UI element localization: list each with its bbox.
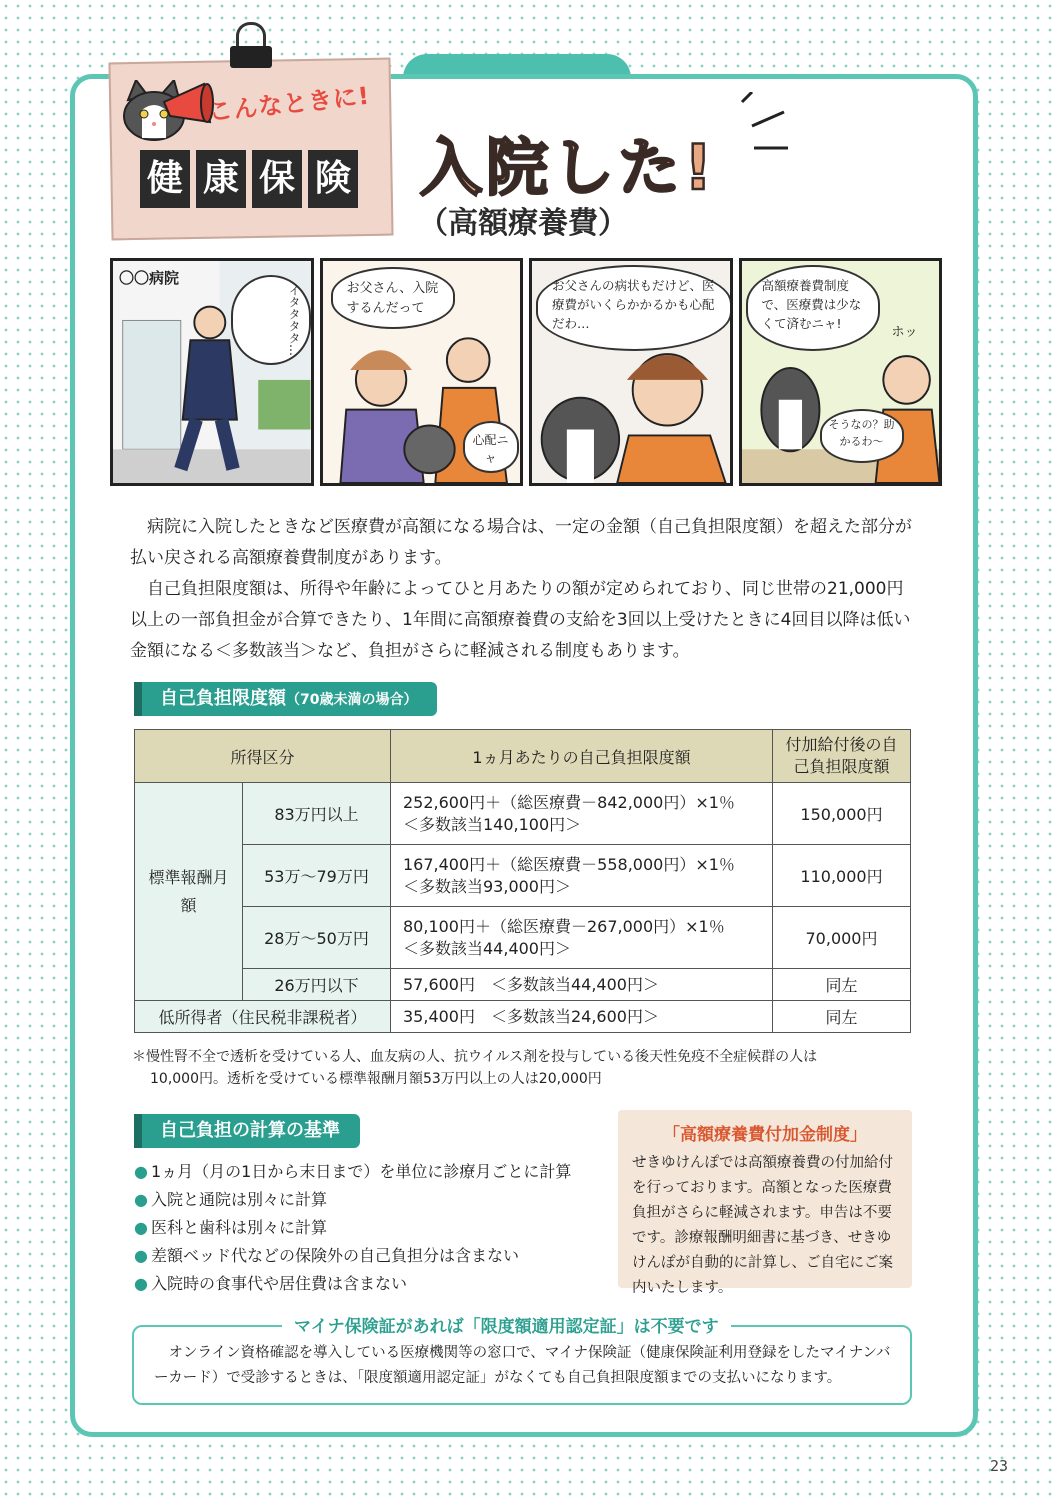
formula-line: ＜多数該当140,100円＞ [403, 814, 582, 834]
subsidy-title: 「高額療養費付加金制度」 [663, 1125, 867, 1145]
formula-line: ＜多数該当44,400円＞ [403, 938, 571, 958]
after-subsidy-limit: 110,000円 [773, 845, 911, 907]
cat-speech-bubble: 心配ニャ [463, 421, 519, 473]
subsidy-body: せきゆけんぽでは高額療養費の付加給付を行っております。高額となった医療費負担がさらに軽減されます。申告は不要です。診療報酬明細書に基づき、せきゆけんぽが自動的に計算し、ご自宅にご案内いたします。 [632, 1155, 893, 1296]
emphasis-lines-icon [722, 92, 792, 172]
table-header: 所得区分 [135, 730, 391, 783]
comic-panel-3 [529, 258, 733, 486]
category-char: 健 [140, 150, 190, 208]
limit-formula [391, 783, 773, 845]
list-item: ● 入院時の食事代や居住費は含まない [134, 1270, 571, 1298]
category-char: 康 [196, 150, 246, 208]
intro-text [130, 512, 920, 667]
list-item: ● 1ヵ月（月の1日から末日まで）を単位に診療月ごとに計算 [134, 1158, 571, 1186]
table-row [135, 969, 911, 1001]
table-header: 1ヵ月あたりの自己負担限度額 [391, 730, 773, 783]
page-number: 23 [990, 1457, 1009, 1475]
section-heading [134, 682, 437, 716]
binder-clip-icon [230, 22, 272, 70]
section-heading-title: 自己負担限度額 [160, 688, 286, 709]
myna-card-title: マイナ保険証があれば「限度額適用認定証」は不要です [282, 1312, 731, 1337]
table-row [135, 845, 911, 907]
comic-panel-4 [739, 258, 943, 486]
list-item: ● 入院と通院は別々に計算 [134, 1186, 571, 1214]
speech-bubble: 高額療養費制度で、医療費は少なくて済むニャ! [746, 265, 880, 351]
footnote-line: ＊慢性腎不全で透析を受けている人、血友病の人、抗ウイルス剤を投与している後天性免疫不全症候群の人は [132, 1049, 818, 1065]
section-heading [134, 1114, 360, 1148]
list-item: ● 差額ベッド代などの保険外の自己負担分は含まない [134, 1242, 571, 1270]
subsidy-box [618, 1110, 912, 1296]
after-subsidy-limit: 150,000円 [773, 783, 911, 845]
comic-panel-2 [320, 258, 524, 486]
section-heading-title: 自己負担の計算の基準 [160, 1120, 340, 1141]
table-row [135, 1001, 911, 1033]
income-category: 26万円以下 [243, 969, 391, 1001]
limit-formula [391, 845, 773, 907]
myna-card-box [132, 1325, 912, 1405]
hospital-sign: 〇〇病院 [119, 269, 180, 287]
speech-bubble: イタタタタ… [231, 275, 311, 365]
limit-formula [391, 907, 773, 969]
group-label: 標準報酬月額 [135, 783, 243, 1001]
badge-tagline: こんなときに! [207, 81, 372, 127]
after-subsidy-limit: 70,000円 [773, 907, 911, 969]
speech-bubble: お父さんの病状もだけど、医療費がいくらかかるかも心配だわ… [536, 265, 732, 351]
table-header: 付加給付後の自己負担限度額 [773, 730, 911, 783]
speech-bubble: そうなの？助かるわ～ [820, 409, 904, 463]
limit-formula: 57,600円 ＜多数該当44,400円＞ [391, 969, 773, 1001]
formula-line: 252,600円＋（総医療費－842,000円）×1％ [403, 792, 735, 812]
formula-line: 167,400円＋（総医療費－558,000円）×1％ [403, 854, 735, 874]
category-char: 険 [308, 150, 358, 208]
list-item: ● 医科と歯科は別々に計算 [134, 1214, 571, 1242]
limit-table [134, 729, 911, 1033]
table-row [135, 783, 911, 845]
table-footnote [132, 1046, 922, 1090]
income-category: 83万円以上 [243, 783, 391, 845]
section-heading-note: （70歳未満の場合） [286, 692, 418, 708]
formula-line: 80,100円＋（総医療費－267,000円）×1％ [403, 916, 725, 936]
intro-paragraph: 病院に入院したときなど医療費が高額になる場合は、一定の金額（自己負担限度額）を超えた部分が払い戻される高額療養費制度があります。 [130, 517, 912, 568]
page-title: 入院した! [420, 131, 717, 204]
category-char: 保 [252, 150, 302, 208]
after-subsidy-limit: 同左 [773, 1001, 911, 1033]
income-category: 53万～79万円 [243, 845, 391, 907]
income-category: 低所得者（住民税非課税者） [135, 1001, 391, 1033]
table-header-row [135, 730, 911, 783]
speech-bubble: お父さん、入院するんだって [331, 267, 455, 329]
category-label [140, 150, 358, 208]
calc-rules-list [134, 1158, 571, 1298]
sigh-text: ホッ [891, 325, 918, 340]
income-category: 28万～50万円 [243, 907, 391, 969]
comic-panel-1 [110, 258, 314, 486]
comic-strip [110, 258, 942, 486]
table-row [135, 907, 911, 969]
footnote-line: 10,000円。透析を受けている標準報酬月額53万円以上の人は20,000円 [150, 1071, 602, 1087]
intro-paragraph: 自己負担限度額は、所得や年齢によってひと月あたりの額が定められており、同じ世帯の21,000円以上の一部負担金が合算できたり、1年間に高額療養費の支給を3回以上受けたときに4回目以降は低い金額になる＜多数該当＞など、負担がさらに軽減される制度もあります。 [130, 579, 911, 661]
myna-body: オンライン資格確認を導入している医療機関等の窓口で、マイナ保険証（健康保険証利用登録をしたマイナンバーカード）で受診するときは、「限度額適用認定証」がなくても自己負担限度額までの支払いになります。 [154, 1345, 891, 1386]
page-subtitle: （高額療養費） [418, 206, 628, 241]
limit-formula: 35,400円 ＜多数該当24,600円＞ [391, 1001, 773, 1033]
formula-line: ＜多数該当93,000円＞ [403, 876, 571, 896]
after-subsidy-limit: 同左 [773, 969, 911, 1001]
